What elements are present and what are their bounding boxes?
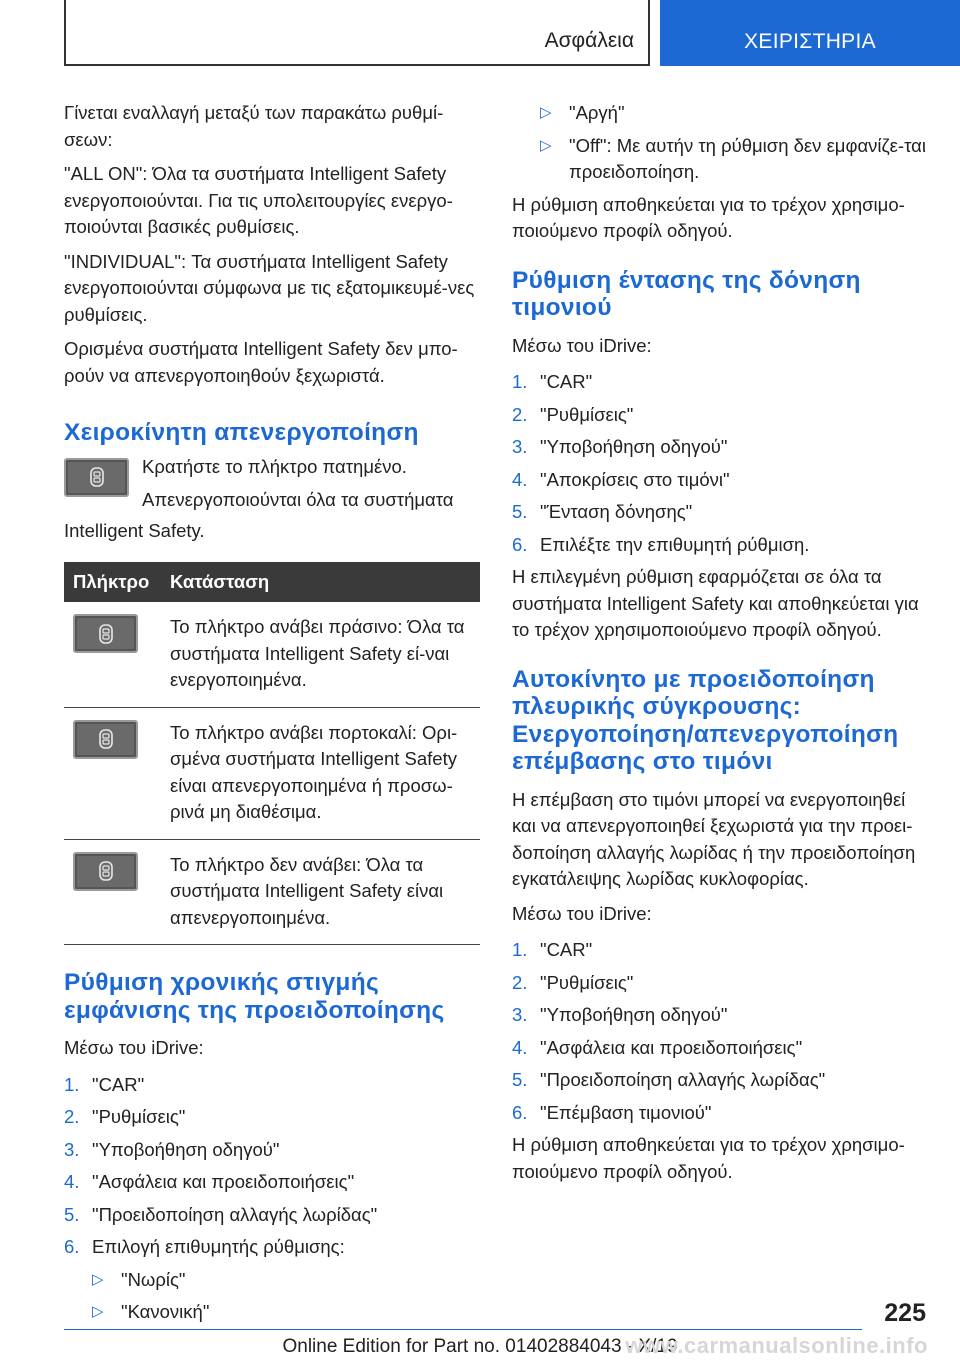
table-row (64, 839, 480, 945)
car-safety-icon (98, 729, 114, 749)
steering-steps-list (512, 937, 926, 1132)
button-state-table (64, 562, 480, 945)
car-safety-icon (98, 861, 114, 881)
list-item: ▷ "Off": Με αυτήν τη ρύθμιση δεν εμφανίζε-ται προειδοποίηση. (540, 134, 926, 182)
list-item: 2. "Ρυθμίσεις" (512, 403, 634, 425)
watermark: www.carmanualsonline.info (625, 1333, 928, 1358)
vibration-saved-note: Η επιλεγμένη ρύθμιση εφαρμόζεται σε όλα τα συστήματα Intelligent Safety και αποθηκεύεται για το τρέχον χρησιμοποιούμενο προφίλ οδηγού. (512, 566, 919, 640)
chapter-tab-label: ΧΕΙΡΙΣΤΗΡΙΑ (744, 30, 876, 53)
footer-divider (64, 1329, 862, 1330)
list-item: ▷ "Κανονική" (64, 1299, 480, 1326)
timing-options-list-continued (512, 100, 926, 186)
table-header-key: Πλήκτρο (64, 562, 161, 602)
intelligent-safety-button-icon (73, 614, 138, 653)
car-safety-icon (98, 624, 114, 644)
list-item: ▷ "Νωρίς" (64, 1267, 480, 1294)
list-item: 4. "Ασφάλεια και προειδοποιήσεις" (512, 1036, 803, 1058)
manual-line: Κρατήστε το πλήκτρο πατημένο. (142, 455, 407, 477)
page-number: 225 (884, 1299, 926, 1327)
intro-paragraph: "INDIVIDUAL": Τα συστήματα Intelligent Safety ενεργοποιούνται σύμφωνα με τις εξατομικευμέ-νες ρυθμίσεις. (64, 250, 475, 325)
edition-note: Online Edition for Part no. 01402884043 - X/19 (282, 1336, 678, 1357)
section-title-box (64, 0, 650, 66)
list-item: 2. "Ρυθμίσεις" (64, 1106, 186, 1127)
vibration-steps-list (512, 369, 926, 564)
list-item: 4. "Ασφάλεια και προειδοποιήσεις" (64, 1171, 355, 1192)
intelligent-safety-button-icon (73, 852, 138, 891)
manual-deactivation-heading: Χειροκίνητη απενεργοποίηση (64, 419, 419, 446)
list-item: 1. "CAR" (64, 1073, 145, 1095)
triangle-bullet-icon: ▷ (92, 1303, 104, 1320)
list-item: 5. "Προειδοποίηση αλλαγής λωρίδας" (512, 1069, 826, 1090)
list-item: 5. "Ένταση δόνησης" (512, 501, 693, 522)
chapter-tab (660, 0, 960, 66)
manual-line: Intelligent Safety. (64, 519, 205, 541)
list-item: 3. "Υποβοήθηση οδηγού" (512, 1004, 728, 1025)
list-item: 3. "Υποβοήθηση οδηγού" (512, 436, 728, 457)
page-header (0, 0, 960, 66)
state-description: Το πλήκτρο ανάβει πράσινο: Όλα τα συστήματα Intelligent Safety εί-ναι ενεργοποιημένα. (161, 602, 480, 707)
list-item: ▷ "Αργή" (512, 100, 926, 127)
timing-steps-list (64, 1072, 480, 1267)
list-item: 6. "Επέμβαση τιμονιού" (512, 1101, 712, 1123)
triangle-bullet-icon: ▷ (540, 104, 552, 121)
list-item: 3. "Υποβοήθηση οδηγού" (64, 1138, 280, 1160)
state-description: Το πλήκτρο ανάβει πορτοκαλί: Ορι-σμένα συστήματα Intelligent Safety είναι απενεργοποιημένα ή προσω-ρινά μη διαθέσιμα. (161, 707, 480, 839)
steering-saved-note: Η ρύθμιση αποθηκεύεται για το τρέχον χρησιμο-ποιούμενο προφίλ οδηγού. (512, 1134, 905, 1182)
table-row (64, 602, 480, 707)
setting-saved-note: Η ρύθμιση αποθηκεύεται για το τρέχον χρησιμο-ποιούμενο προφίλ οδηγού. (512, 193, 905, 241)
warning-timing-heading: Ρύθμιση χρονικής στιγμής εμφάνισης της προειδοποίησης (64, 969, 445, 1024)
intelligent-safety-button-icon (64, 458, 129, 497)
intro-paragraph: Ορισμένα συστήματα Intelligent Safety δεν μπο-ρούν να απενεργοποιηθούν ξεχωριστά. (64, 338, 458, 386)
steering-description: Η επέμβαση στο τιμόνι μπορεί να ενεργοποιηθεί και να απενεργοποιηθεί ξεχωριστά για την προει-δοποίηση αλλαγής λωρίδας ή την προειδοποίηση εγκατάλειψης λωρίδας κυκλοφορίας. (512, 788, 916, 889)
section-title: Ασφάλεια (544, 29, 634, 52)
right-column (512, 100, 926, 1193)
via-idrive: Μέσω του iDrive: (512, 902, 652, 924)
list-item: 6. Επιλέξτε την επιθυμητή ρύθμιση. (512, 533, 810, 555)
table-row (64, 707, 480, 839)
left-column (64, 100, 480, 1332)
table-header-state: Κατάσταση (161, 562, 480, 602)
triangle-bullet-icon: ▷ (540, 136, 552, 154)
intro-paragraph: Γίνεται εναλλαγή μεταξύ των παρακάτω ρυθμί-σεων: (64, 102, 444, 150)
manual-instruction (64, 455, 480, 526)
car-safety-icon (89, 467, 105, 487)
steering-intervention-heading: Αυτοκίνητο με προειδοποίηση πλευρικής σύγκρουσης: Ενεργοποίηση/απενεργοποίηση επέμβασης στο τιμόνι (512, 665, 899, 775)
list-item: 5. "Προειδοποίηση αλλαγής λωρίδας" (64, 1203, 378, 1225)
state-description: Το πλήκτρο δεν ανάβει: Όλα τα συστήματα Intelligent Safety είναι απενεργοποιημένα. (161, 839, 480, 945)
manual-line: Απενεργοποιούνται όλα τα συστήματα (142, 489, 454, 510)
via-idrive: Μέσω του iDrive: (64, 1037, 204, 1058)
intro-paragraph: "ALL ON": Όλα τα συστήματα Intelligent Safety ενεργοποιούνται. Για τις υπολειτουργίες ενεργο-ποιούνται βασικές ρυθμίσεις. (64, 163, 453, 237)
via-idrive: Μέσω του iDrive: (512, 334, 652, 356)
intelligent-safety-button-icon (73, 720, 138, 759)
vibration-intensity-heading: Ρύθμιση έντασης της δόνηση τιμονιού (512, 266, 861, 321)
list-item: 1. "CAR" (512, 939, 593, 960)
list-item: 4. "Αποκρίσεις στο τιμόνι" (512, 468, 730, 490)
timing-options-list (64, 1267, 480, 1326)
list-item: 2. "Ρυθμίσεις" (512, 971, 634, 993)
list-item: 6. Επιλογή επιθυμητής ρύθμισης: (64, 1236, 345, 1257)
triangle-bullet-icon: ▷ (92, 1270, 104, 1288)
list-item: 1. "CAR" (512, 371, 593, 392)
